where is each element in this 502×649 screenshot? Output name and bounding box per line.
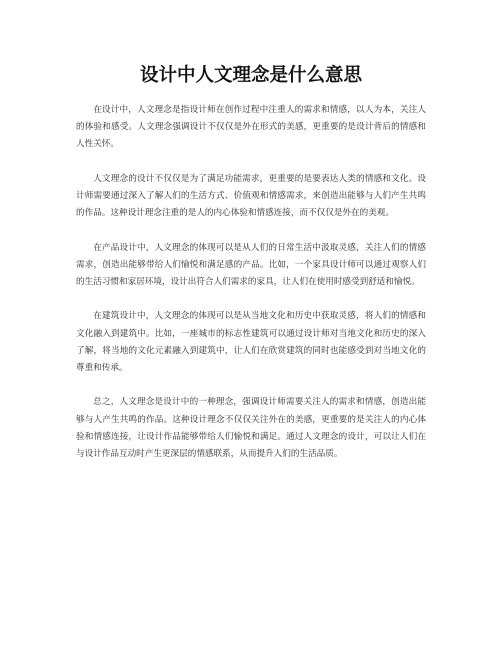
paragraph-1: 在设计中，人文理念是指设计师在创作过程中注重人的需求和情感，以人为本，关注人的体验和感受。人文理念强调设计不仅仅是外在形式的美感，更重要的是设计背后的情感和人性关怀。 <box>76 105 426 150</box>
paragraph-5: 总之，人文理念是设计中的一种理念，强调设计师需要关注人的需求和情感，创造出能够与人产生共鸣的作品。这种设计理念不仅仅关注外在的美感，更重要的是关注人的内心体验和情感连接，让设计作品能够带给人们愉悦和满足。通过人文理念的设计，可以让人们在与设计作品互动时产生更深层的情感联系，从而提升人们的生活品质。 <box>76 397 426 459</box>
paragraph-3: 在产品设计中，人文理念的体现可以是从人们的日常生活中汲取灵感，关注人们的情感需求，创造出能够带给人们愉悦和满足感的产品。比如，一个家具设计师可以通过观察人们的生活习惯和家居环境，设计出符合人们需求的家具，让人们在使用时感受到舒适和愉悦。 <box>76 242 426 287</box>
paragraph-4: 在建筑设计中，人文理念的体现可以是从当地文化和历史中获取灵感，将人们的情感和文化融入到建筑中。比如，一座城市的标志性建筑可以通过设计师对当地文化和历史的深入了解，将当地的文化元素融入到建筑中，让人们在欣赏建筑的同时也能感受到对当地文化的尊重和传承。 <box>76 311 426 373</box>
paragraph-2: 人文理念的设计不仅仅是为了满足功能需求，更重要的是要表达人类的情感和文化。设计师需要通过深入了解人们的生活方式、价值观和情感需求，来创造出能够与人们产生共鸣的作品。这种设计理念注重的是人的内心体验和情感连接，而不仅仅是外在的美观。 <box>76 173 426 219</box>
document-body <box>76 102 426 463</box>
page-title: 设计中人文理念是什么意思 <box>139 65 362 86</box>
